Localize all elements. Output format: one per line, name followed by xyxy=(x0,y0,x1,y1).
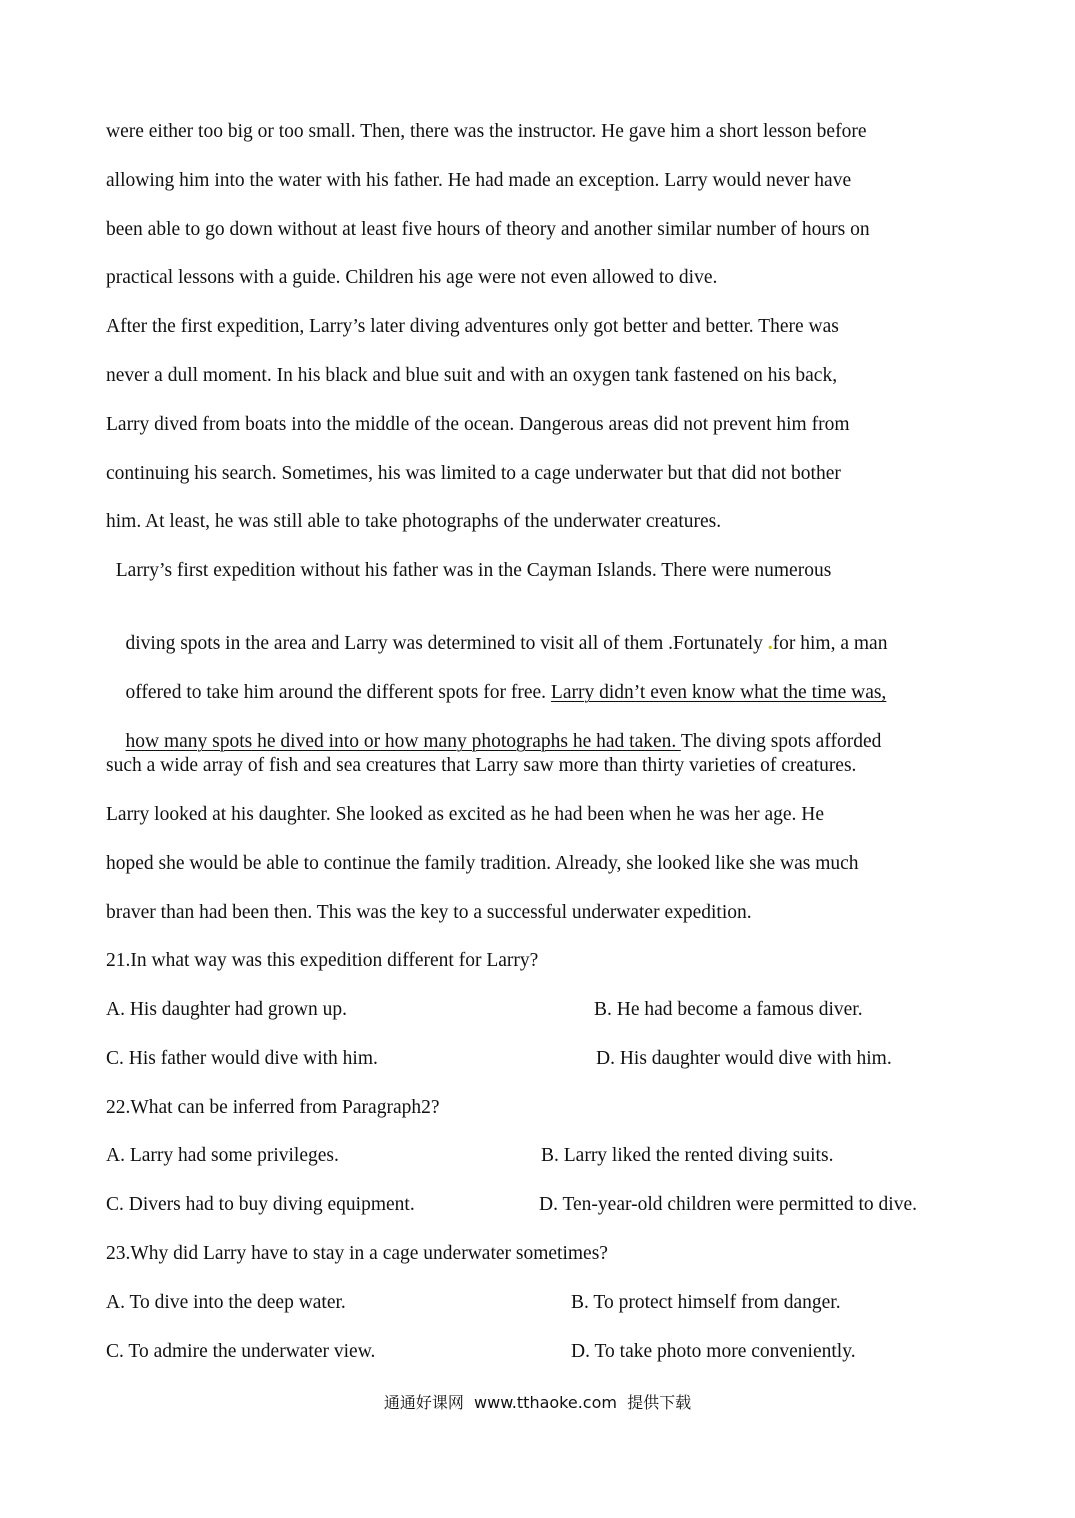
option-c: C. To admire the underwater view. xyxy=(106,1341,376,1362)
passage-line xyxy=(106,608,888,654)
passage-line: never a dull moment. In his black and blue suit and with an oxygen tank fastened on his back, xyxy=(106,365,838,386)
option-d: D. His daughter would dive with him. xyxy=(596,1048,892,1069)
option-a: A. To dive into the deep water. xyxy=(106,1292,346,1313)
passage-line: hoped she would be able to continue the family tradition. Already, she looked like she was much xyxy=(106,853,859,874)
passage-text: The diving spots afforded xyxy=(680,731,882,752)
passage-line: Larry dived from boats into the middle of the ocean. Dangerous areas did not prevent him from xyxy=(106,414,850,435)
passage-line xyxy=(106,657,887,703)
underlined-sentence: Larry didn’t even know what the time was, xyxy=(550,682,887,703)
passage-line: After the first expedition, Larry’s later diving adventures only got better and better. There was xyxy=(106,316,839,337)
passage-line: were either too big or too small. Then, there was the instructor. He gave him a short lesson before xyxy=(106,121,867,142)
question-stem: 22.What can be inferred from Paragraph2? xyxy=(106,1097,440,1118)
passage-line: continuing his search. Sometimes, his was limited to a cage underwater but that did not bother xyxy=(106,463,841,484)
option-a: A. Larry had some privileges. xyxy=(106,1145,339,1166)
passage-line: practical lessons with a guide. Children his age were not even allowed to dive. xyxy=(106,267,718,288)
footer-credit: 通通好课网 www.tthaoke.com 提供下载 xyxy=(383,1393,692,1412)
passage-line: him. At least, he was still able to take photographs of the underwater creatures. xyxy=(106,511,722,532)
underlined-sentence: how many spots he dived into or how many photographs he had taken. xyxy=(125,731,681,752)
passage-text: offered to take him around the different spots for free. xyxy=(125,682,551,703)
passage-line: allowing him into the water with his father. He had made an exception. Larry would never have xyxy=(106,170,852,191)
question-stem: 21.In what way was this expedition different for Larry? xyxy=(106,950,539,971)
option-b: B. Larry liked the rented diving suits. xyxy=(541,1145,834,1166)
highlight-mark: . xyxy=(767,633,773,654)
passage-line: braver than had been then. This was the key to a successful underwater expedition. xyxy=(106,902,752,923)
passage-line: Larry looked at his daughter. She looked as excited as he had been when he was her age. He xyxy=(106,804,824,825)
option-d: D. Ten-year-old children were permitted to dive. xyxy=(539,1194,917,1215)
passage-line xyxy=(106,706,882,752)
passage-line: Larry’s first expedition without his father was in the Cayman Islands. There were numerous xyxy=(106,560,832,581)
option-a: A. His daughter had grown up. xyxy=(106,999,347,1020)
option-c: C. His father would dive with him. xyxy=(106,1048,378,1069)
question-stem: 23.Why did Larry have to stay in a cage underwater sometimes? xyxy=(106,1243,608,1264)
passage-text: for him, a man xyxy=(772,633,888,654)
passage-line: been able to go down without at least five hours of theory and another similar number of hours on xyxy=(106,219,870,240)
option-b: B. He had become a famous diver. xyxy=(594,999,863,1020)
passage-text: diving spots in the area and Larry was determined to visit all of them .Fortunately xyxy=(125,633,768,654)
passage-line: such a wide array of fish and sea creatures that Larry saw more than thirty varieties of creatures. xyxy=(106,755,857,776)
option-b: B. To protect himself from danger. xyxy=(571,1292,841,1313)
option-c: C. Divers had to buy diving equipment. xyxy=(106,1194,415,1215)
option-d: D. To take photo more conveniently. xyxy=(571,1341,856,1362)
